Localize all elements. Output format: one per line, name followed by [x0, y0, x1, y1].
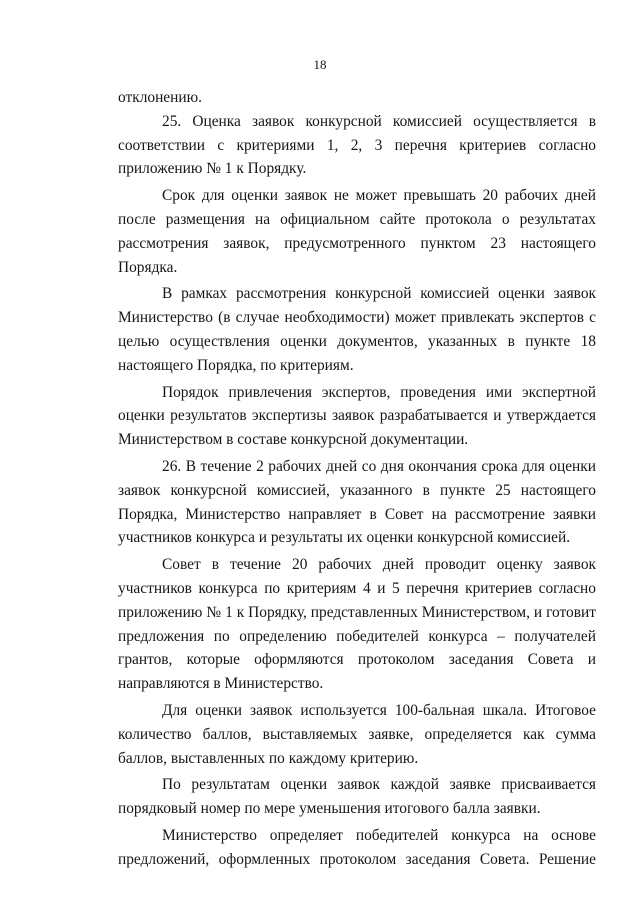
paragraph-ranking: По результатам оценки заявок каждой заявке присваивается порядковый номер по мере уменьшения итогового балла заявки.	[118, 776, 596, 818]
document-body	[118, 86, 596, 872]
paragraph-experts-procedure: Порядок привлечения экспертов, проведения ими экспертной оценки результатов экспертизы заявок разрабатывается и утверждается Министерством в составе конкурсной документации.	[118, 383, 596, 449]
paragraph-scoring-scale: Для оценки заявок используется 100-бальная шкала. Итоговое количество баллов, выставляемых заявке, определяется как сумма баллов, выставленных по каждому критерию.	[118, 701, 596, 767]
page-number: 18	[313, 57, 327, 72]
paragraph-item-26: 26. В течение 2 рабочих дней со дня окончания срока для оценки заявок конкурсной комиссией, указанного в пункте 25 настоящего Порядка, Министерство направляет в Совет на рассмотрение заявки участников конкурса и результаты их оценки конкурсной комиссией.	[118, 457, 596, 547]
paragraph-council-evaluation: Совет в течение 20 рабочих дней проводит оценку заявок участников конкурса по критериям 4 и 5 перечня критериев согласно приложению № 1 к Порядку, представленных Министерством, и готовит предложения по определению победителей конкурса – получателей грантов, которые оформляются протоколом заседания Совета и направляются в Министерство.	[118, 556, 596, 693]
paragraph-item-25: 25. Оценка заявок конкурсной комиссией осуществляется в соответствии с критериями 1, 2, 3 перечня критериев согласно приложению № 1 к Порядку.	[118, 112, 596, 178]
paragraph-evaluation-deadline: Срок для оценки заявок не может превышать 20 рабочих дней после размещения на официальном сайте протокола о результатах рассмотрения заявок, предусмотренного пунктом 23 настоящего Порядка.	[118, 187, 596, 276]
paragraph-experts-involvement: В рамках рассмотрения конкурсной комиссией оценки заявок Министерство (в случае необходимости) может привлекать экспертов с целью осуществления оценки документов, указанных в пункте 18 настоящего Порядка, по критериям.	[118, 285, 596, 374]
paragraph-continuation: отклонению.	[118, 89, 202, 106]
paragraph-ministry-decision: Министерство определяет победителей конкурса на основе предложений, оформленных протоколом заседания Совета. Решение	[118, 826, 596, 868]
